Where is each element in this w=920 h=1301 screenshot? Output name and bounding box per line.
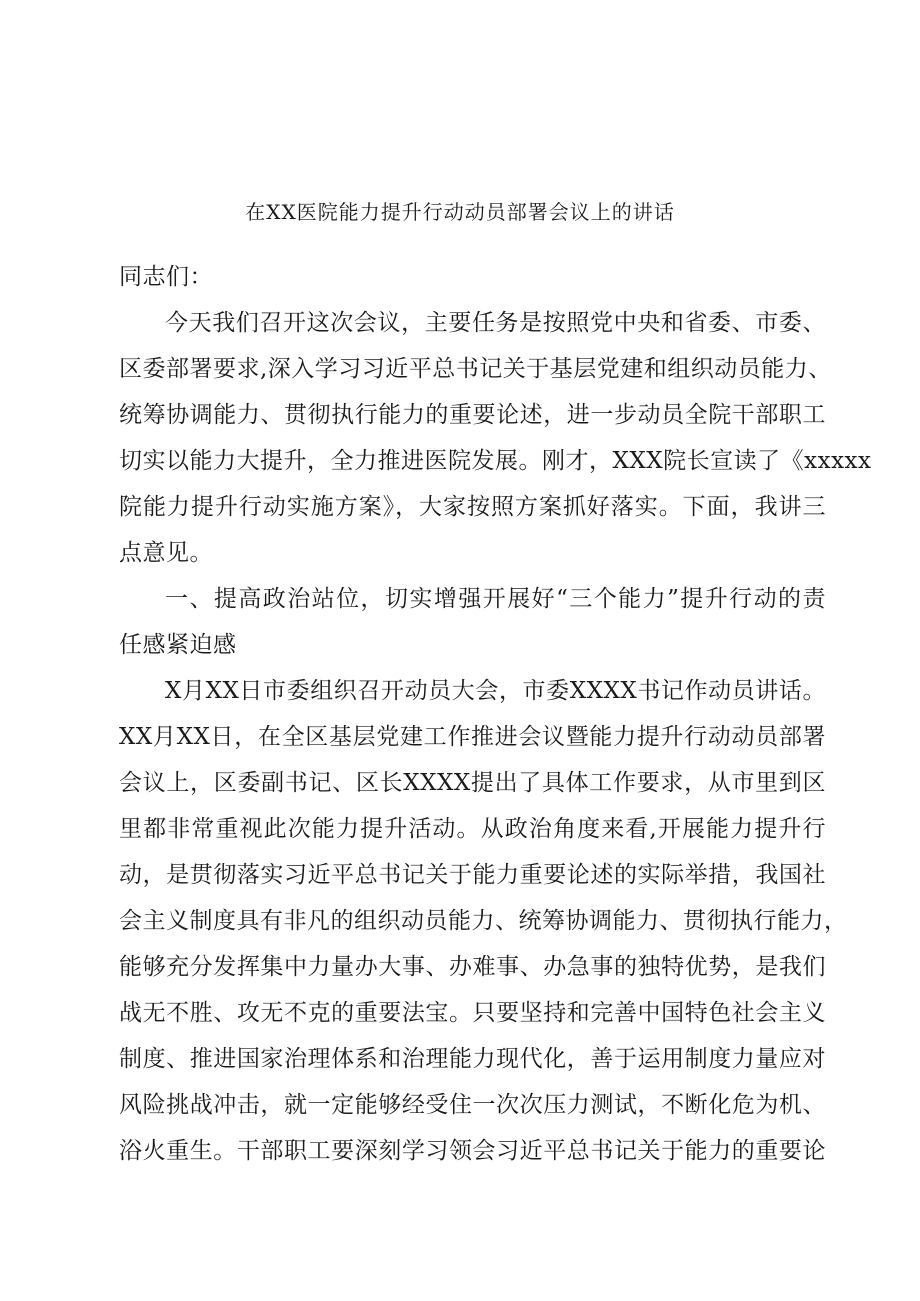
document-title: 在XX医院能力提升行动动员部署会议上的讲话	[245, 200, 675, 224]
paragraph-line: 统筹协调能力、贯彻执行能力的重要论述，进一步动员全院干部职工	[119, 402, 826, 428]
paragraph-line: 会主义制度具有非凡的组织动员能力、统筹协调能力、贯彻执行能力，	[119, 908, 848, 934]
paragraph-line: 点意见。	[119, 540, 213, 566]
paragraph-line: 能够充分发挥集中力量办大事、办难事、办急事的独特优势，是我们	[119, 954, 826, 980]
paragraph-line: 风险挑战冲击，就一定能够经受住一次次压力测试，不断化危为机、	[119, 1092, 826, 1118]
section-heading-line: 一、提高政治站位，切实增强开展好“三个能力”提升行动的责	[165, 586, 826, 612]
paragraph-line: 会议上，区委副书记、区长XXXX提出了具体工作要求，从市里到区	[119, 770, 826, 796]
paragraph-line: 制度、推进国家治理体系和治理能力现代化，善于运用制度力量应对	[119, 1046, 826, 1072]
paragraph-line: 动，是贯彻落实习近平总书记关于能力重要论述的实际举措，我国社	[119, 862, 826, 888]
paragraph-line: 浴火重生。干部职工要深刻学习领会习近平总书记关于能力的重要论	[119, 1138, 826, 1164]
document-body	[119, 254, 872, 1174]
paragraph-line: X月XX日市委组织召开动员大会，市委XXXX书记作动员讲话。	[165, 678, 826, 704]
paragraph-line: 院能力提升行动实施方案》，大家按照方案抓好落实。下面，我讲三	[119, 494, 826, 520]
paragraph-line: 切实以能力大提升，全力推进医院发展。刚才，XXX院长宣读了《xxxxx	[119, 448, 872, 474]
paragraph-line: 区委部署要求,深入学习习近平总书记关于基层党建和组织动员能力、	[119, 356, 832, 382]
section-heading-line: 任感紧迫感	[119, 632, 237, 658]
paragraph-line: 里都非常重视此次能力提升活动。从政治角度来看,开展能力提升行	[119, 816, 826, 842]
paragraph-line: XX月XX日，在全区基层党建工作推进会议暨能力提升行动动员部署	[119, 724, 826, 750]
paragraph-line: 战无不胜、攻无不克的重要法宝。只要坚持和完善中国特色社会主义	[119, 1000, 826, 1026]
salutation-line: 同志们：	[119, 264, 213, 290]
paragraph-line: 今天我们召开这次会议，主要任务是按照党中央和省委、市委、	[165, 310, 826, 336]
